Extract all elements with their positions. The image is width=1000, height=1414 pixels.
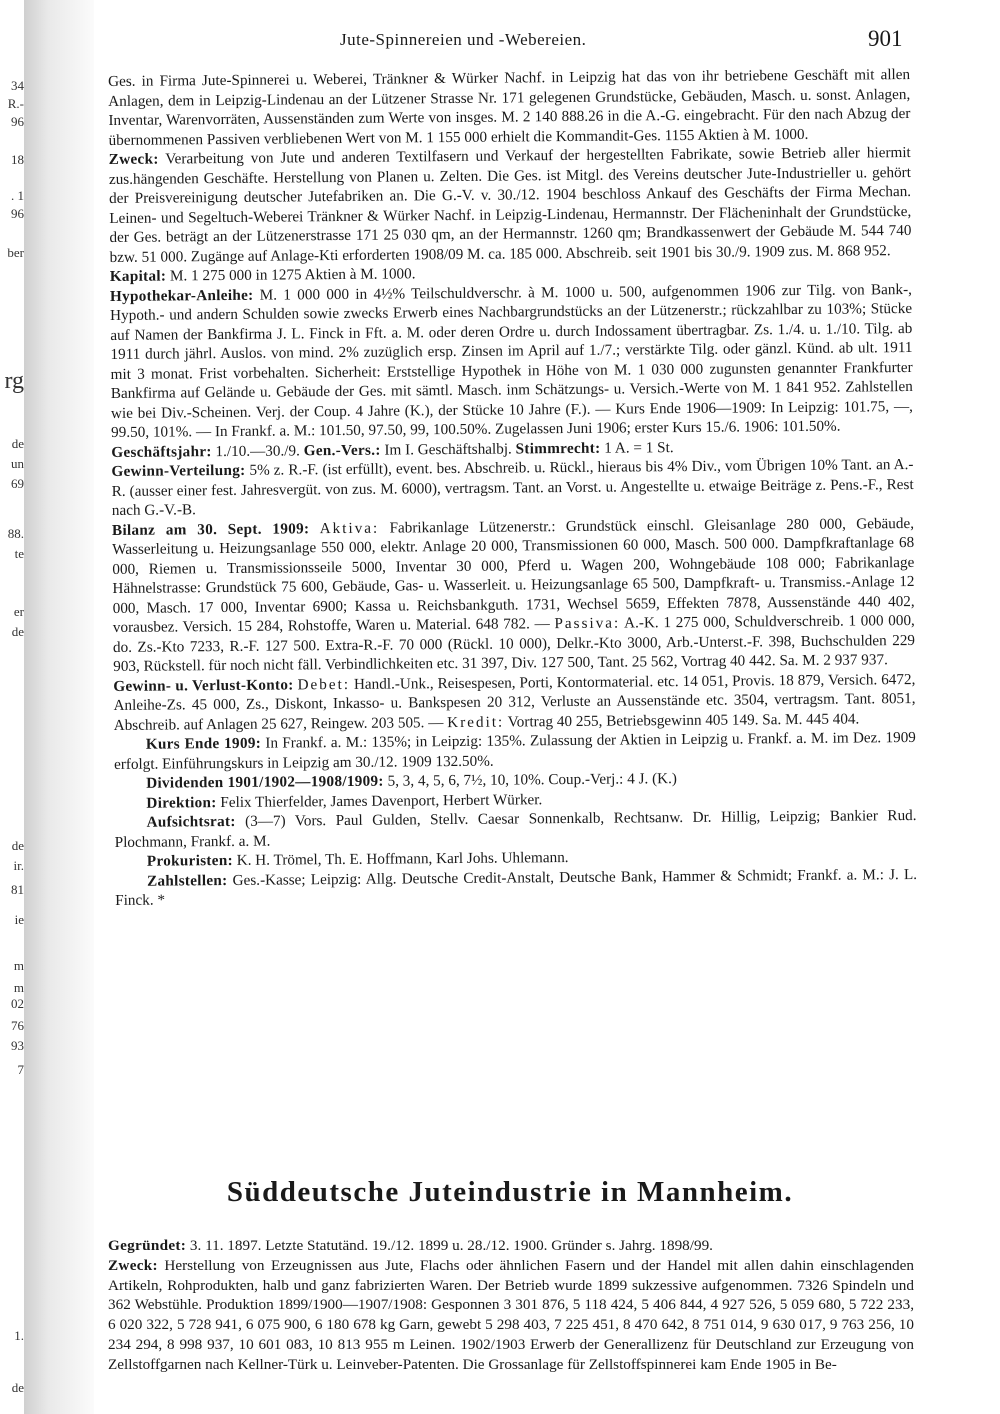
kurs-text: In Frankf. a. M.: 135%; in Leipzig: 135%. Zulassung der Aktien in Leipzig u. Frankf. a. M. im Dez. 1909 erfolgt. Einführungskurs in Leipzig am 30./12. 1909 132.50%. — [113, 728, 916, 773]
aktiva-label: Aktiva: — [319, 519, 380, 537]
zweck-label-2: Zweck: — [108, 1256, 158, 1274]
gutter-fragment: 18 — [11, 152, 24, 167]
gutter-fragment: R.- — [7, 96, 24, 111]
page-number: 901 — [868, 26, 903, 51]
prokuristen-label: Prokuristen: — [146, 851, 233, 870]
aktiva-text: Fabrikanlage Lützenerstr.: Grundstück einschl. Gleisanlage 280 000, Gebäude, Wasserleitung u. Heizungsanlage 550 000, elektr. Anlage 20 000, Transmissionen 60 000, Masch. 500 000. Dampfkraftanlage 68 000, Riemen u. Transmissionsseile 5000, Inventar 30 000, Pferd u. Wagen 200, Wohngebäude 108 000; Fabrikanlage Hähnelstrasse: Grundstück 75 600, Gebäude, Gas- u. Wasserleit. u. Heizungsanlage 65 500, Dampfkraft- u. Transmiss.-Anlage 12 000, Masch. 17 000, Inventar 6900; Kassa u. Reichsbankguth. 1731, Wechsel 5659, Effekten 7878, Aussenstände 440 402, vorausbez. Versich. 15 284, Rohstoffe, Waren u. Material. 648 782. — — [112, 514, 915, 636]
gutter-fragment: de — [11, 838, 24, 853]
direktion-label: Direktion: — [146, 793, 217, 812]
zahlstellen-label: Zahlstellen: — [146, 871, 228, 890]
gutter-fragment: 69 — [11, 476, 24, 491]
gutter-fragment: de — [11, 436, 24, 451]
gutter-fragment: de — [11, 1380, 24, 1395]
gutter-fragment: 76 — [11, 1018, 24, 1033]
gutter-fragment: 96 — [11, 114, 24, 129]
prokuristen-text: K. H. Trömel, Th. E. Hoffmann, Karl Johs. Uhlemann. — [232, 849, 569, 869]
gutter-fragment: 81 — [11, 882, 24, 897]
facing-page-strip — [0, 0, 22, 1414]
gutter-fragment: ir. — [13, 858, 24, 873]
debet-label: Debet: — [297, 675, 351, 693]
gutter-fragment: m — [13, 958, 24, 973]
gegruendet-label: Gegründet: — [108, 1237, 187, 1254]
zweck-paragraph — [109, 143, 912, 267]
zweck-text: Verarbeitung von Jute und anderen Textilfasern und Verkauf der hergestellten Fabrikate, sowie Betrieb aller hiermit zus.hängenden Geschäfte. Herstellung von Planen u. Zelten. Die Ges. ist Mitgl. des Vereins deutscher Jute-Industrieller u. gehört der Preisvereinigung deutscher Jutefabriken an. Die G.-V. v. 30./12. 1904 beschloss Ankauf des Geschäfts der Firma Mechan. Leinen- und Segeltuch-Weberei Tränkner & Würker Nachf. in Leipzig-Lindenau, Hermannstr. Der Flächeninhalt der Grundstücke, der Ges. beträgt an der Lützenerstrasse 171 25 030 qm, an der Hermannstr. 1260 qm; Brandkassenwert der Gebäude M. 544 740 bzw. 51 000. Zugänge auf Anlage-Kti erforderten 1908/09 M. ca. 185 000. Abschreib. seit 1901 bis 30./9. 1909 zus. M. 868 952. — [108, 143, 912, 266]
gutter-fragment: de — [11, 624, 24, 639]
gutter-fragment: 88. — [7, 526, 24, 541]
gutter-fragment: . 1 — [11, 188, 24, 203]
gewinn-verlust-label: Gewinn- u. Verlust-Konto: — [113, 675, 294, 695]
gutter-fragment: er — [13, 604, 24, 619]
stimmrecht-text: 1 A. = 1 St. — [600, 438, 674, 457]
hypothekar-label: Hypothekar-Anleihe: — [109, 286, 254, 305]
kurs-label: Kurs Ende 1909: — [145, 734, 262, 753]
kapital-text: M. 1 275 000 in 1275 Aktien à M. 1000. — [166, 265, 416, 285]
aufsichtsrat-label: Aufsichtsrat: — [146, 812, 236, 831]
gewinn-verlust-paragraph — [113, 669, 915, 734]
gutter-fragment: ber — [7, 245, 24, 260]
gegruendet-text: 3. 11. 1897. Letzte Statutänd. 19./12. 1899 u. 28./12. 1900. Gründer s. Jahrg. 1898/99. — [186, 1237, 713, 1254]
gutter-fragment: 34 — [11, 78, 24, 93]
zweck-paragraph-2 — [108, 1256, 914, 1375]
dividenden-label: Dividenden 1901/1902—1908/1909: — [146, 772, 384, 792]
gutter-fragment: 93 — [11, 1038, 24, 1053]
gutter-fragment: 96 — [11, 206, 24, 221]
passiva-text: A.-K. 1 275 000, Schuldverschreib. 1 000 000, do. Zs.-Kto 7233, R.-F. 127 500. Extra-R.-F. 70 000 (Rückl. 10 000), Delkr.-Kto 3000, Arb.-Unterst.-F. 398, Buchschulden 229 903, Rückstell. für noch nicht fäll. Verbindlichkeiten etc. 31 397, Div. 127 500, Tant. 25 562, Vortrag 40 442. Sa. M. 2 937 937. — [112, 611, 916, 675]
gen-vers-text: Im I. Geschäftshalbj. — [380, 439, 516, 459]
zweck-label: Zweck: — [108, 150, 159, 168]
bilanz-label: Bilanz am 30. Sept. 1909: — [111, 519, 310, 539]
aufsichtsrat-text: (3—7) Vors. Paul Gulden, Stellv. Caesar Sonnenkalb, Rechtsanw. Dr. Hillig, Leipzig; Bankier Rud. Plochmann, Frankf. a. M. — [114, 806, 917, 851]
kapital-label: Kapital: — [109, 267, 167, 285]
gen-vers-label: Gen.-Vers.: — [303, 441, 381, 459]
company-entry-jute-spinnerei-leipzig — [108, 65, 917, 910]
kredit-text: Vortrag 40 255, Betriebsgewinn 405 149. Sa. M. 445 404. — [504, 709, 860, 731]
book-gutter-shadow — [24, 0, 94, 1414]
zahlstellen-text: Ges.-Kasse; Leipzig: Allg. Deutsche Credit-Anstalt, Deutsche Bank, Hammer & Schmidt; Frankf. a. M.: J. L. Finck. * — [115, 865, 918, 909]
passiva-label: Passiva: — [554, 614, 621, 633]
company-heading: Süddeutsche Juteindustrie in Mannheim. — [226, 1176, 794, 1208]
hypothekar-text: M. 1 000 000 in 4½% Teilschuldverschr. à M. 1000 u. 500, aufgenommen 1906 zur Tilg. von Bank-, Hypoth.- und andern Schulden sowie zwecks Erwerb eines Nachbargrundstücks an der Lützenerstr.; rückzahlbar zu 103%; Stücke auf Namen der Bankfirma J. L. Finck in Fft. a. M. oder deren Ordre u. durch Indossament übertragbar. Zs. 1./4. u. 1./10. Tilg. ab 1911 durch jährl. Auslos. von mind. 2% zuzüglich ersp. Zinsen im April auf 1./7.; verstärkte Tilg. oder gänzl. Künd. ab ult. 1911 mit 3 monat. Frist vorbehalten. Sicherheit: Erststellige Hypothek in Höhe von M. 1 030 000 zugunsten genannter Frankfurter Bankfirma auf Gelände u. Gebäude der Ges. mit sämtl. Masch. inm Schätzungs- u. Versich.-Werte von M. 1 841 952. Zahlstellen wie bei Div.-Scheinen. Verj. der Coup. 4 Jahre (K.), der Stücke 10 Jahre (F.). — Kurs Ende 1906—1909: In Leipzig: 101.75, —, 99.50, 101%. — In Frankf. a. M.: 101.50, 97.50, 99, 100.50%. Zugelassen Juni 1906; erster Kurs 15./6. 1906: 101.50%. — [110, 280, 914, 441]
running-title: Jute-Spinnereien und -Webereien. — [340, 30, 587, 49]
gewinn-verteilung-text: 5% z. R.-F. (ist erfüllt), event. bes. Abschreib. u. Rückl., hieraus bis 4% Div., vom Übrigen 10% Tant. an A.-R. (ausser einer fest. Jahresvergüt. von zus. M. 6000), vertragsm. Tant. an Vorst. u. Angestellte u. etwaige Beiträge z. Pens.-F., Rest nach G.-V.-B. — [111, 455, 914, 519]
debet-text: Handl.-Unk., Reisespesen, Porti, Kontormaterial. etc. 14 051, Provis. 18 879, Versich. 6472, Anleihe-Zs. 45 000, Zs., Diskont, Inkasso- u. Bankspesen 20 312, Verluste an Aussenstände etc. 3504, vertragsm. Tant. 8051, Abschreib. auf Anlagen 25 627, Reingew. 203 505. — — [113, 670, 916, 734]
direktion-text: Felix Thierfelder, James Davenport, Herbert Würker. — [216, 790, 543, 811]
gutter-fragment: rg — [4, 368, 24, 394]
intro-paragraph: Ges. in Firma Jute-Spinnerei u. Weberei, Tränkner & Würker Nachf. in Leipzig hat das von ihr betriebene Geschäft mit allen Anlagen, dem in Leipzig-Lindenau an der Lützener Strasse Nr. 171 gelegenen Grundstücke, Gebäuden, Masch. u. sonst. Anlagen, Inventar, Warenvorräten, Aussenständen zum Werte von insges. M. 2 140 888.26 in die A.-G. eingebracht. Für den nach Abzug der übernommenen Passiven verbliebenen Wert von M. 1 155 000 erhielt die Kommandit-Ges. 1155 Aktien à M. 1000. — [108, 66, 911, 149]
kredit-label: Kredit: — [447, 713, 505, 731]
gutter-fragment: 7 — [17, 1062, 24, 1077]
geschaeftsjahr-text: 1./10.—30./9. — [211, 441, 304, 460]
bilanz-paragraph — [112, 513, 915, 676]
stimmrecht-label: Stimmrecht: — [515, 439, 601, 457]
gewinn-verteilung-paragraph — [111, 455, 913, 520]
zahlstellen-paragraph — [115, 864, 917, 910]
gewinn-verteilung-label: Gewinn-Verteilung: — [111, 461, 246, 480]
geschaeftsjahr-label: Geschäftsjahr: — [111, 442, 212, 461]
dividenden-text: 5, 3, 4, 5, 6, 7½, 10, 10%. Coup.-Verj.: 4 J. (K.) — [383, 770, 678, 790]
gutter-fragment: un — [11, 456, 24, 471]
gutter-fragment: m — [13, 980, 24, 995]
zweck-text-2: Herstellung von Erzeugnissen aus Jute, Flachs oder ähnlichen Fasern und der Handel mit allen dahin einschlagenden Artikeln, Rohprodukten, halb und ganz fabrizierten Waren. Der Betrieb wurde 1899 sukzessive aufgenommen. 7326 Spindeln und 362 Webstühle. Produktion 1899/1900—1907/1908: Gesponnen 3 301 876, 5 118 424, 5 406 844, 4 927 526, 5 059 680, 5 722 233, 6 020 322, 5 728 941, 6 075 900, 6 180 678 kg Garn, gewebt 5 298 403, 7 225 451, 8 470 642, 8 751 014, 9 630 017, 9 763 256, 10 234 294, 8 998 937, 10 601 083, 10 813 955 m Leinen. 1902/1903 Erwerb der Generallizenz für Deutschland zur Erzeugung von Zellstoffgarnen nach Kellner-Türk u. Leinveber-Patenten. Die Grossanlage für Zellstoffspinnerei kam Ende 1905 in Be- — [108, 1256, 914, 1373]
gutter-fragment: 1. — [14, 1328, 24, 1343]
company-entry-sueddeutsche-juteindustrie — [108, 1236, 914, 1375]
gutter-fragment: ie — [14, 912, 24, 927]
gegruendet-paragraph — [108, 1236, 914, 1256]
hypothekar-anleihe-paragraph — [110, 279, 913, 442]
gutter-fragment: 02 — [11, 996, 24, 1011]
gutter-fragment: te — [14, 546, 24, 561]
